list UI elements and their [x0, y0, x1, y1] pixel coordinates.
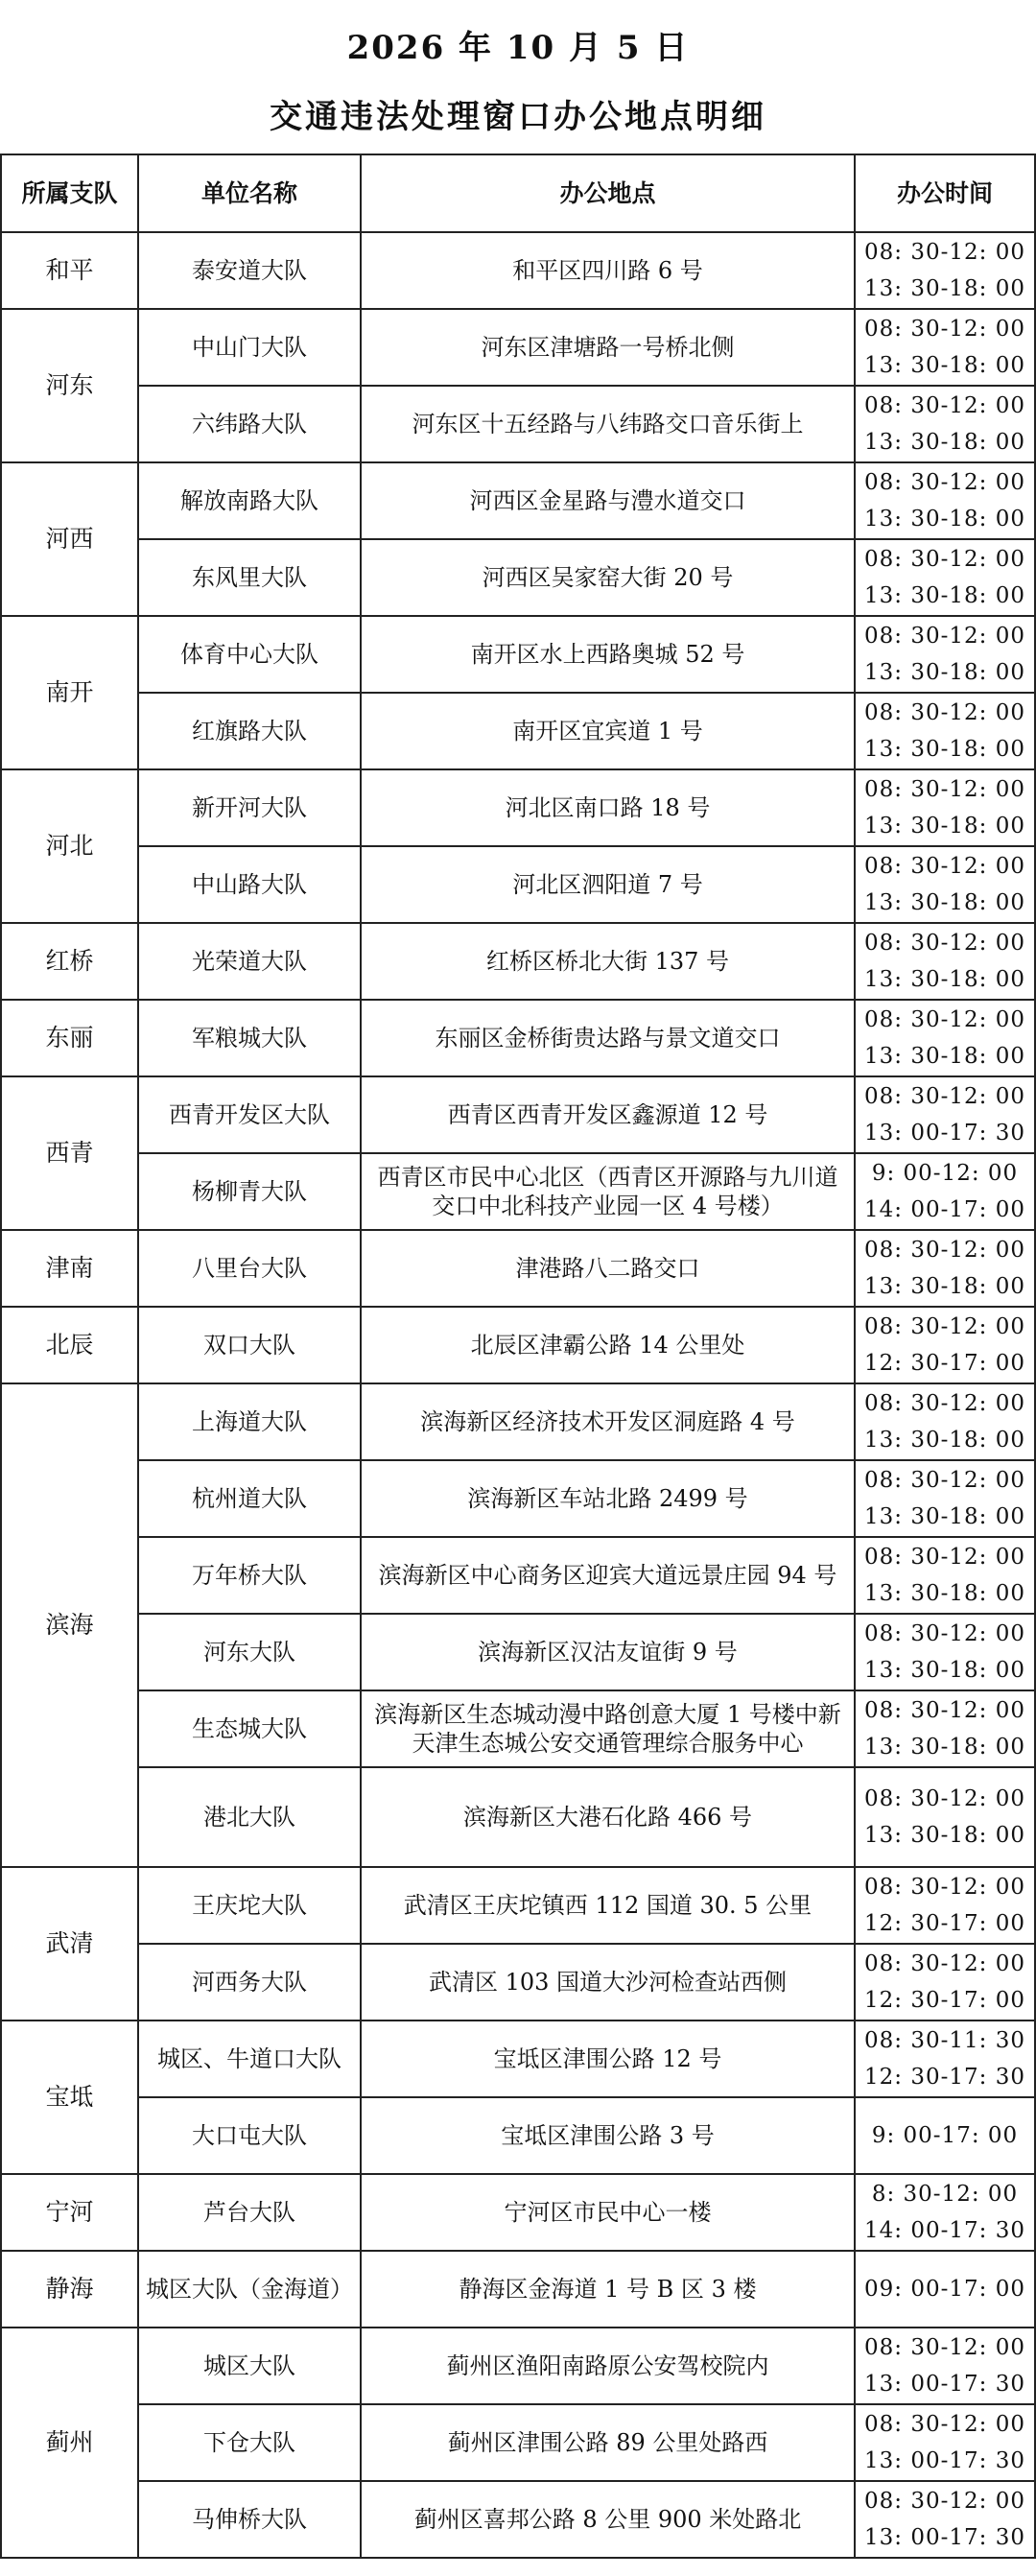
address-cell: 宝坻区津围公路 3 号 — [361, 2097, 855, 2174]
hours-cell — [855, 2328, 1035, 2404]
hours-cell — [855, 1460, 1035, 1537]
hours-line: 13: 30-18: 00 — [864, 1428, 1025, 1453]
table-row — [1, 693, 1035, 769]
table-row — [1, 2021, 1035, 2097]
hours-line: 13: 30-18: 00 — [864, 1581, 1025, 1606]
unit-name-cell: 河西务大队 — [138, 1944, 361, 2021]
address-cell: 滨海新区中心商务区迎宾大道远景庄园 94 号 — [361, 1537, 855, 1614]
table-row — [1, 923, 1035, 1000]
hours-cell — [855, 1307, 1035, 1383]
hours-line: 08: 30-12: 00 — [864, 317, 1025, 342]
hours-line: 08: 30-12: 00 — [864, 1007, 1025, 1032]
hours-cell — [855, 1867, 1035, 1944]
hours-line: 08: 30-12: 00 — [864, 1621, 1025, 1646]
unit-name-cell: 光荣道大队 — [138, 923, 361, 1000]
table-row — [1, 1000, 1035, 1076]
hours-cell — [855, 462, 1035, 539]
address-cell: 滨海新区汉沽友谊街 9 号 — [361, 1614, 855, 1690]
table-row — [1, 2481, 1035, 2558]
unit-name-cell: 大口屯大队 — [138, 2097, 361, 2174]
address-cell: 河东区津塘路一号桥北侧 — [361, 309, 855, 386]
hours-line: 08: 30-12: 00 — [864, 931, 1025, 956]
unit-name-cell: 中山门大队 — [138, 309, 361, 386]
hours-line: 08: 30-12: 00 — [864, 1875, 1025, 1900]
hours-line: 13: 30-18: 00 — [864, 1735, 1025, 1760]
table-row — [1, 1230, 1035, 1307]
unit-name-cell: 生态城大队 — [138, 1690, 361, 1767]
unit-name-cell: 马伸桥大队 — [138, 2481, 361, 2558]
address-cell: 宁河区市民中心一楼 — [361, 2174, 855, 2251]
address-cell: 河西区金星路与澧水道交口 — [361, 462, 855, 539]
unit-name-cell: 西青开发区大队 — [138, 1076, 361, 1153]
hours-line: 08: 30-12: 00 — [864, 624, 1025, 649]
address-cell: 河西区吴家窑大街 20 号 — [361, 539, 855, 616]
district-cell: 南开 — [1, 616, 138, 769]
address-cell: 蓟州区渔阳南路原公安驾校院内 — [361, 2328, 855, 2404]
table-row — [1, 2251, 1035, 2328]
unit-name-cell: 下仓大队 — [138, 2404, 361, 2481]
address-cell: 滨海新区车站北路 2499 号 — [361, 1460, 855, 1537]
document-title: 交通违法处理窗口办公地点明细 — [270, 98, 766, 136]
table-header-row — [1, 154, 1035, 232]
hours-line: 13: 30-18: 00 — [864, 507, 1025, 532]
unit-name-cell: 红旗路大队 — [138, 693, 361, 769]
header-district: 所属支队 — [1, 154, 138, 232]
hours-line: 13: 00-17: 30 — [864, 2525, 1025, 2550]
hours-line: 08: 30-12: 00 — [864, 547, 1025, 572]
address-cell: 武清区王庆坨镇西 112 国道 30. 5 公里 — [361, 1867, 855, 1944]
address-cell: 南开区水上西路奥城 52 号 — [361, 616, 855, 693]
table-row — [1, 2174, 1035, 2251]
hours-line: 08: 30-12: 00 — [864, 393, 1025, 418]
hours-cell — [855, 232, 1035, 309]
hours-line: 9: 00-12: 00 — [871, 1161, 1019, 1186]
address-cell: 武清区 103 国道大沙河检查站西侧 — [361, 1944, 855, 2021]
hours-line: 08: 30-12: 00 — [864, 2335, 1025, 2360]
table-row — [1, 2328, 1035, 2404]
address-cell: 滨海新区生态城动漫中路创意大厦 1 号楼中新天津生态城公安交通管理综合服务中心 — [361, 1690, 855, 1767]
hours-line: 08: 30-12: 00 — [864, 1698, 1025, 1723]
address-cell: 蓟州区津围公路 89 公里处路西 — [361, 2404, 855, 2481]
hours-cell — [855, 1767, 1035, 1867]
hours-line: 08: 30-12: 00 — [864, 777, 1025, 802]
hours-line: 08: 30-11: 30 — [864, 2028, 1025, 2053]
unit-name-cell: 城区大队 — [138, 2328, 361, 2404]
hours-cell — [855, 2404, 1035, 2481]
unit-name-cell: 六纬路大队 — [138, 386, 361, 462]
address-cell: 河东区十五经路与八纬路交口音乐街上 — [361, 386, 855, 462]
district-cell: 武清 — [1, 1867, 138, 2021]
address-cell: 南开区宜宾道 1 号 — [361, 693, 855, 769]
unit-name-cell: 军粮城大队 — [138, 1000, 361, 1076]
unit-name-cell: 中山路大队 — [138, 846, 361, 923]
hours-cell — [855, 309, 1035, 386]
address-cell: 西青区西青开发区鑫源道 12 号 — [361, 1076, 855, 1153]
table-row — [1, 1153, 1035, 1230]
hours-line: 13: 30-18: 00 — [864, 1504, 1025, 1529]
header-hours: 办公时间 — [855, 154, 1035, 232]
hours-line: 13: 30-18: 00 — [864, 276, 1025, 301]
district-cell: 西青 — [1, 1076, 138, 1230]
hours-line: 9: 00-17: 00 — [871, 2123, 1019, 2148]
hours-line: 09: 00-17: 00 — [864, 2277, 1025, 2302]
table-row — [1, 386, 1035, 462]
district-cell: 蓟州 — [1, 2328, 138, 2558]
table-row — [1, 1307, 1035, 1383]
hours-line: 08: 30-12: 00 — [864, 700, 1025, 725]
hours-line: 13: 30-18: 00 — [864, 430, 1025, 455]
unit-name-cell: 东风里大队 — [138, 539, 361, 616]
unit-name-cell: 体育中心大队 — [138, 616, 361, 693]
address-cell: 津港路八二路交口 — [361, 1230, 855, 1307]
table-row — [1, 309, 1035, 386]
table-row — [1, 1690, 1035, 1767]
hours-cell — [855, 1000, 1035, 1076]
table-row — [1, 2097, 1035, 2174]
table-body — [1, 232, 1035, 2558]
hours-line: 08: 30-12: 00 — [864, 1314, 1025, 1339]
hours-line: 08: 30-12: 00 — [864, 1786, 1025, 1811]
table-row — [1, 1944, 1035, 2021]
hours-line: 08: 30-12: 00 — [864, 2412, 1025, 2437]
hours-line: 12: 30-17: 00 — [864, 1911, 1025, 1936]
hours-line: 13: 30-18: 00 — [864, 1823, 1025, 1848]
hours-cell — [855, 1383, 1035, 1460]
hours-cell — [855, 2174, 1035, 2251]
hours-line: 08: 30-12: 00 — [864, 1468, 1025, 1493]
unit-name-cell: 港北大队 — [138, 1767, 361, 1867]
district-cell: 北辰 — [1, 1307, 138, 1383]
address-cell: 静海区金海道 1 号 B 区 3 楼 — [361, 2251, 855, 2328]
hours-line: 8: 30-12: 00 — [871, 2182, 1019, 2207]
hours-line: 12: 30-17: 00 — [864, 1351, 1025, 1376]
address-cell: 滨海新区经济技术开发区洞庭路 4 号 — [361, 1383, 855, 1460]
unit-name-cell: 河东大队 — [138, 1614, 361, 1690]
table-row — [1, 1867, 1035, 1944]
table-row — [1, 616, 1035, 693]
unit-name-cell: 城区大队（金海道） — [138, 2251, 361, 2328]
hours-line: 13: 30-18: 00 — [864, 967, 1025, 992]
hours-line: 08: 30-12: 00 — [864, 240, 1025, 265]
hours-cell — [855, 616, 1035, 693]
table-row — [1, 2404, 1035, 2481]
header-address: 办公地点 — [361, 154, 855, 232]
hours-line: 08: 30-12: 00 — [864, 854, 1025, 879]
district-cell: 静海 — [1, 2251, 138, 2328]
unit-name-cell: 八里台大队 — [138, 1230, 361, 1307]
table-row — [1, 1460, 1035, 1537]
unit-name-cell: 上海道大队 — [138, 1383, 361, 1460]
hours-line: 13: 30-18: 00 — [864, 1658, 1025, 1683]
address-cell: 红桥区桥北大街 137 号 — [361, 923, 855, 1000]
hours-line: 13: 00-17: 30 — [864, 2448, 1025, 2473]
district-cell: 津南 — [1, 1230, 138, 1307]
address-cell: 宝坻区津围公路 12 号 — [361, 2021, 855, 2097]
district-cell: 河东 — [1, 309, 138, 462]
hours-line: 12: 30-17: 30 — [864, 2065, 1025, 2090]
table-row — [1, 1076, 1035, 1153]
hours-line: 14: 00-17: 00 — [864, 1197, 1025, 1222]
hours-cell — [855, 1153, 1035, 1230]
unit-name-cell: 万年桥大队 — [138, 1537, 361, 1614]
hours-cell — [855, 539, 1035, 616]
hours-cell — [855, 1537, 1035, 1614]
address-cell: 滨海新区大港石化路 466 号 — [361, 1767, 855, 1867]
hours-line: 13: 30-18: 00 — [864, 1044, 1025, 1069]
district-cell: 宁河 — [1, 2174, 138, 2251]
unit-name-cell: 杭州道大队 — [138, 1460, 361, 1537]
district-cell: 滨海 — [1, 1383, 138, 1867]
district-cell: 河西 — [1, 462, 138, 616]
hours-line: 14: 00-17: 30 — [864, 2218, 1025, 2243]
hours-line: 13: 30-18: 00 — [864, 660, 1025, 685]
table-row — [1, 1537, 1035, 1614]
hours-line: 13: 30-18: 00 — [864, 890, 1025, 915]
hours-cell — [855, 923, 1035, 1000]
table-row — [1, 1383, 1035, 1460]
hours-line: 08: 30-12: 00 — [864, 1545, 1025, 1570]
address-cell: 和平区四川路 6 号 — [361, 232, 855, 309]
hours-cell — [855, 769, 1035, 846]
hours-line: 13: 30-18: 00 — [864, 583, 1025, 608]
district-cell: 和平 — [1, 232, 138, 309]
hours-line: 08: 30-12: 00 — [864, 470, 1025, 495]
office-table — [0, 154, 1036, 2559]
unit-name-cell: 芦台大队 — [138, 2174, 361, 2251]
unit-name-cell: 新开河大队 — [138, 769, 361, 846]
hours-cell — [855, 2021, 1035, 2097]
unit-name-cell: 王庆坨大队 — [138, 1867, 361, 1944]
table-row — [1, 769, 1035, 846]
hours-cell — [855, 1690, 1035, 1767]
hours-line: 08: 30-12: 00 — [864, 1391, 1025, 1416]
address-cell: 东丽区金桥街贵达路与景文道交口 — [361, 1000, 855, 1076]
hours-line: 08: 30-12: 00 — [864, 1238, 1025, 1263]
unit-name-cell: 双口大队 — [138, 1307, 361, 1383]
hours-cell — [855, 386, 1035, 462]
hours-cell — [855, 2481, 1035, 2558]
district-cell: 宝坻 — [1, 2021, 138, 2174]
district-cell: 东丽 — [1, 1000, 138, 1076]
hours-line: 13: 30-18: 00 — [864, 1274, 1025, 1299]
address-cell: 河北区泗阳道 7 号 — [361, 846, 855, 923]
hours-cell — [855, 2251, 1035, 2328]
hours-line: 08: 30-12: 00 — [864, 1951, 1025, 1976]
hours-cell — [855, 1944, 1035, 2021]
hours-line: 13: 00-17: 30 — [864, 1121, 1025, 1146]
table-row — [1, 846, 1035, 923]
address-cell: 西青区市民中心北区（西青区开源路与九川道交口中北科技产业园一区 4 号楼） — [361, 1153, 855, 1230]
hours-line: 13: 30-18: 00 — [864, 353, 1025, 378]
header-unit: 单位名称 — [138, 154, 361, 232]
hours-line: 08: 30-12: 00 — [864, 1084, 1025, 1109]
table-row — [1, 539, 1035, 616]
unit-name-cell: 杨柳青大队 — [138, 1153, 361, 1230]
hours-cell — [855, 1076, 1035, 1153]
hours-line: 12: 30-17: 00 — [864, 1988, 1025, 2013]
hours-line: 08: 30-12: 00 — [864, 2489, 1025, 2514]
unit-name-cell: 泰安道大队 — [138, 232, 361, 309]
hours-cell — [855, 693, 1035, 769]
district-cell: 河北 — [1, 769, 138, 923]
table-row — [1, 1614, 1035, 1690]
table-row — [1, 1767, 1035, 1867]
hours-cell — [855, 1614, 1035, 1690]
table-row — [1, 232, 1035, 309]
hours-cell — [855, 2097, 1035, 2174]
district-cell: 红桥 — [1, 923, 138, 1000]
address-cell: 蓟州区喜邦公路 8 公里 900 米处路北 — [361, 2481, 855, 2558]
unit-name-cell: 城区、牛道口大队 — [138, 2021, 361, 2097]
hours-cell — [855, 846, 1035, 923]
document-date: 2026 年 10 月 5 日 — [346, 29, 690, 67]
address-cell: 河北区南口路 18 号 — [361, 769, 855, 846]
table-row — [1, 462, 1035, 539]
hours-line: 13: 30-18: 00 — [864, 814, 1025, 839]
hours-line: 13: 30-18: 00 — [864, 737, 1025, 762]
address-cell: 北辰区津霸公路 14 公里处 — [361, 1307, 855, 1383]
hours-line: 13: 00-17: 30 — [864, 2372, 1025, 2397]
hours-cell — [855, 1230, 1035, 1307]
unit-name-cell: 解放南路大队 — [138, 462, 361, 539]
